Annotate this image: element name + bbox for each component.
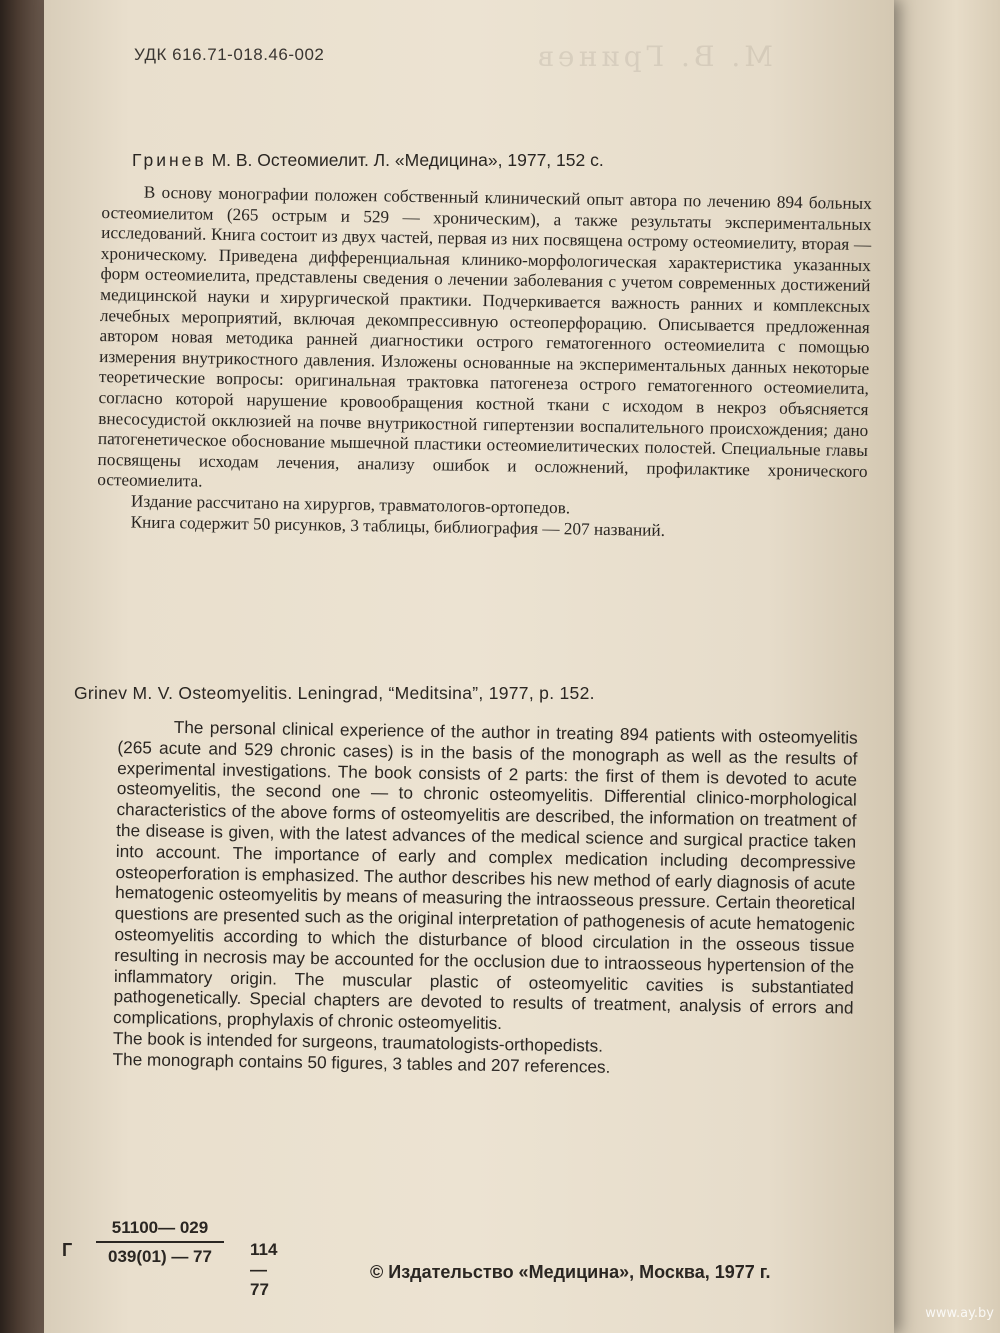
english-biblio-details: M. V. Osteomyelitis. Leningrad, “Meditsina”, 1977, p. 152. <box>132 683 595 703</box>
russian-audience-note: Издание рассчитано на хирургов, травматологов-ортопедов. <box>130 491 571 518</box>
code-fraction <box>96 1218 224 1267</box>
code-suffix: 114—77 <box>250 1240 278 1299</box>
russian-abstract-body: В основу монографии положен собственный клинический опыт автора по лечению 894 больных остеомиелитом (265 острым и 529 — хроническим), а также результаты экспериментальных исследований. Книга состоит из двух частей, первая из них посвящена острому остеомиелиту, вторая — хроническому. Приведена дифференциальная клинико-морфологическая характеристика указанных форм остеомиелита, представлены сведения о лечении заболевания с учетом современных достижений медицинской науки и хирургической практики. Подчеркивается важность ранних и комплексных лечебных мероприятий, включая декомпрессивную остеоперфорацию. Описывается предложенная автором новая методика ранней диагностики острого гематогенного остеомиелита с помощью измерения внутрикостного давления. Изложены основанные на экспериментальных данных некоторые теоретические вопросы: оригинальная трактовка патогенеза острого гематогенного остеомиелита, согласно которой нарушение кровообращения костной ткани с исходом в некроз объясняется внесосудистой окклюзией на почве внутрикостной гипертензии воспалительного происхождения; дано патогенетическое обоснование мышечной пластики остеомиелитических полостей. Специальные главы посвящены исходам лечения, анализу ошибок и осложнений, профилактике хронического остеомиелита. <box>97 182 872 491</box>
show-through-text: М. В. Гринев <box>534 40 773 73</box>
russian-bibliographic-entry <box>132 150 604 171</box>
code-numerator: 51100— 029 <box>96 1218 224 1243</box>
adjacent-page-edge <box>890 0 1000 1333</box>
russian-contents-note: Книга содержит 50 рисунков, 3 таблицы, библиография — 207 названий. <box>130 511 666 540</box>
publisher-copyright: © Издательство «Медицина», Москва, 1977 г. <box>370 1262 771 1282</box>
english-contents-note: The monograph contains 50 figures, 3 tables and 207 references. <box>112 1048 611 1077</box>
english-abstract-body: The personal clinical experience of the author in treating 894 patients with osteomyelitis (265 acute and 529 chronic cases) is in the basis of the monograph as well as the results of experimental investigations. The book consists of 2 parts: the first of them is devoted to acute osteomyelitis, the second one — to chronic osteomyelitis. Differential clinico-morphological characteristics of the above forms of osteomyelitis are described, the information on treatment of the disease is given, with the latest advances of the medical science and surgical practice taken into account. The importance of early and complex medication including decompressive osteoperforation is emphasized. The author describes his new method of early diagnosis of acute hematogenic osteomyelitis by means of measuring the intraosseous pressure. Certain theoretical questions are presented such as the original interpretation of pathogenesis of acute hematogenic osteomyelitis according to which the disturbance of blood circulation in the osseous tissue resulting in necrosis may be accounted for the occlusion due to intraosseous hypertension of the inflammatory origin. The muscular plastic of osteomyelitic cavities is substantiated pathogenetically. Special chapters are devoted to results of treatment, analysis of errors and complications, prophylaxis of chronic osteomyelitis. <box>113 716 858 1034</box>
russian-author-surname: Гринев <box>132 150 207 170</box>
english-abstract <box>112 716 857 1081</box>
russian-abstract <box>97 182 872 544</box>
english-bibliographic-entry <box>74 683 595 704</box>
book-page <box>44 0 894 1333</box>
english-author-surname: Grinev <box>74 683 128 703</box>
site-watermark: www.ay.by <box>925 1306 994 1321</box>
english-audience-note: The book is intended for surgeons, traumatologists-orthopedists. <box>112 1027 604 1056</box>
code-letter: Г <box>62 1240 73 1260</box>
russian-biblio-details: М. В. Остеомиелит. Л. «Медицина», 1977, 152 с. <box>211 150 604 170</box>
book-spine-edge <box>0 0 44 1333</box>
code-denominator: 039(01) — 77 <box>108 1247 212 1266</box>
udk-code: УДК 616.71-018.46-002 <box>134 45 325 64</box>
